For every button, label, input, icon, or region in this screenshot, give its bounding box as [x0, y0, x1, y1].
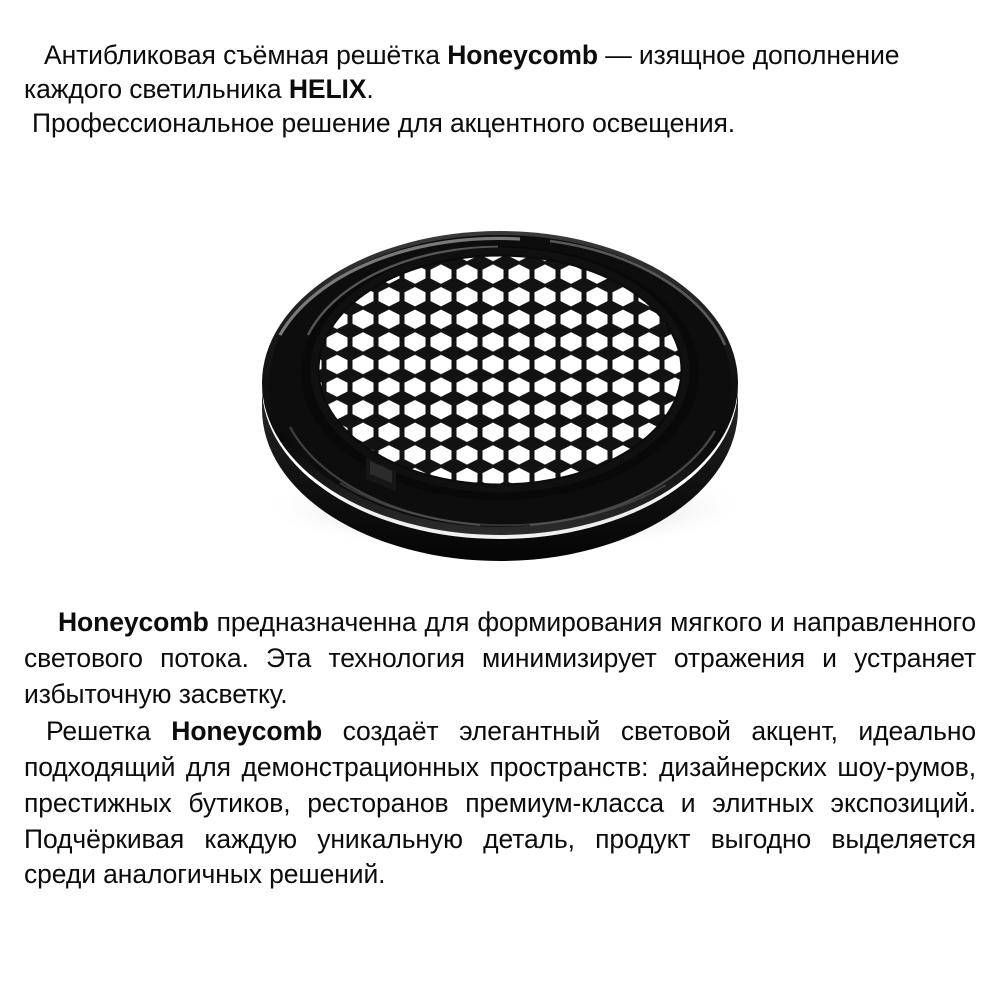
- honeycomb-illustration: [220, 195, 780, 565]
- bottom-text-block: [24, 605, 976, 893]
- honeycomb-grille-image: [220, 195, 780, 565]
- body-paragraph-1-text: предназначенна для формирования мягкого и направленного светового потока. Эта технология минимизирует отражения и устраняет избыточную засветку.: [24, 607, 976, 709]
- body-paragraph-2: [24, 714, 976, 893]
- top-text-block: [24, 38, 976, 141]
- brand-honeycomb-body-2: Honeycomb: [171, 716, 323, 747]
- product-figure: [0, 185, 1000, 580]
- intro-paragraph: [24, 38, 976, 106]
- intro-text-part-2: — изящное дополнение каждого светильника: [24, 40, 900, 105]
- body-paragraph-2-part-2: создаёт элегантный световой акцент, идеально подходящий для демонстрационных пространств: дизайнерских шоу-румов, престижных бутиков, ресторанов премиум-класса и элитных экспозиций. Подчёркивая каждую уникальную деталь, продукт выгодно выделяется среди аналогичных решений.: [24, 716, 976, 890]
- body-paragraph-2-part-1: Решетка: [46, 716, 172, 747]
- brand-honeycomb: Honeycomb: [447, 40, 598, 70]
- body-paragraph-1: [24, 605, 976, 712]
- intro-text-part-3: .: [366, 74, 374, 105]
- brand-helix: HELIX: [288, 74, 367, 105]
- brand-honeycomb-body-1: Honeycomb: [58, 607, 209, 637]
- intro-text-part-1: Антибликовая съёмная решётка: [44, 40, 448, 70]
- intro-subline: Профессиональное решение для акцентного освещения.: [32, 108, 736, 139]
